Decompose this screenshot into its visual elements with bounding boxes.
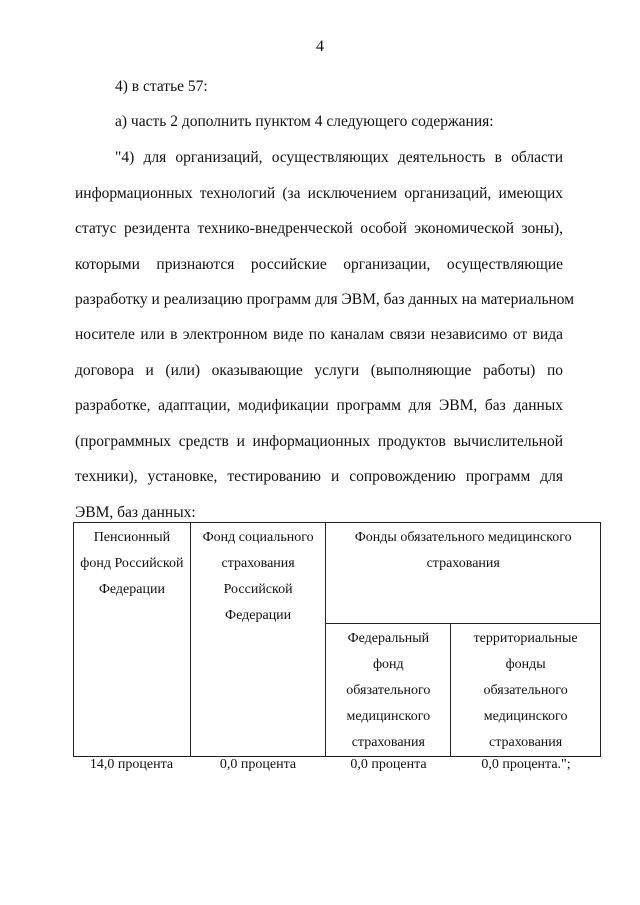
territorial-funds-header: территориальные фонды обязательного медицинского страхования [451,624,601,757]
body-line: техники), установке, тестированию и сопровождению программ для [75,468,563,485]
body-line: которыми признаются российские организации, осуществляющие [75,256,563,273]
body-line: "4) для организаций, осуществляющих деятельность в области [115,149,563,166]
medical-funds-header: Фонды обязательного медицинского страхования [326,523,601,624]
territorial-rate: 0,0 процента."; [481,757,571,772]
body-line: ЭВМ, баз данных: [75,504,196,521]
federal-rate: 0,0 процента [350,757,427,772]
body-line: разработку и реализацию программ для ЭВМ, баз данных на материальном [75,291,575,308]
pension-fund-header: Пенсионный фонд Российской Федерации [74,523,191,757]
page-number: 4 [316,38,324,55]
social-fund-header: Фонд социального страхования Российской Федерации [190,523,326,757]
social-rate: 0,0 процента [219,757,297,772]
body-line: носителе или в электронном виде по каналам связи независимо от вида [75,326,563,343]
body-line: (программных средств и информационных продуктов вычислительной [75,433,563,450]
federal-fund-header: Федеральный фонд обязательного медицинского страхования [326,624,451,757]
subitem-heading: а) часть 2 дополнить пунктом 4 следующего содержания: [115,113,494,130]
body-line: статус резидента технико-внедренческой особой экономической зоны), [75,220,563,237]
body-line: разработке, адаптации, модификации программ для ЭВМ, баз данных [75,397,563,414]
body-line: информационных технологий (за исключением организаций, имеющих [75,185,563,202]
pension-rate: 14,0 процента [89,757,174,772]
item-heading: 4) в статье 57: [115,78,208,95]
body-line: договора и (или) оказывающие услуги (выполняющие работы) по [75,362,563,379]
contributions-table [73,522,601,757]
